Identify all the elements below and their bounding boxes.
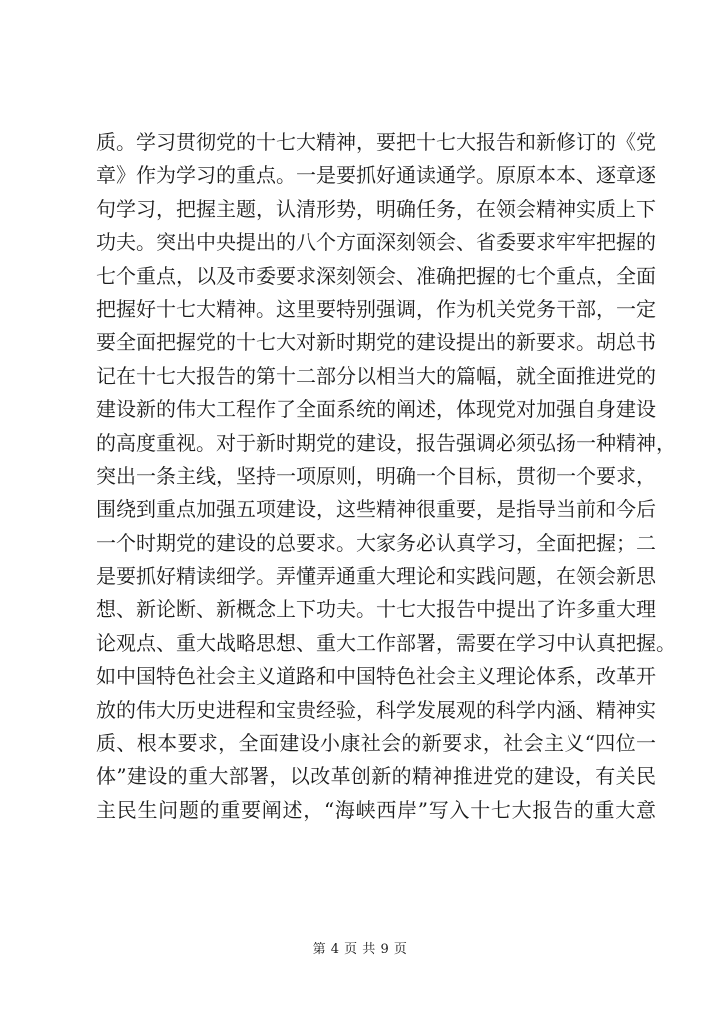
text-line: 一个时期党的建设的总要求。大家务必认真学习，全面把握；二 [96, 530, 656, 555]
text-line: 想、新论断、新概念上下功夫。十七大报告中提出了许多重大理 [96, 597, 656, 622]
text-line: 把握好十七大精神。这里要特别强调，作为机关党务干部，一定 [96, 296, 656, 321]
text-line: 建设新的伟大工程作了全面系统的阐述，体现党对加强自身建设 [96, 397, 656, 422]
text-line: 如中国特色社会主义道路和中国特色社会主义理论体系，改革开 [96, 664, 656, 689]
text-line: 论观点、重大战略思想、重大工作部署，需要在学习中认真把握。 [96, 630, 676, 655]
text-line: 主民生问题的重要阐述，“海峡西岸”写入十七大报告的重大意 [96, 797, 656, 822]
text-line: 是要抓好精读细学。弄懂弄通重大理论和实践问题，在领会新思 [96, 564, 656, 589]
text-line: 突出一条主线，坚持一项原则，明确一个目标，贯彻一个要求， [96, 463, 656, 488]
text-line: 体”建设的重大部署，以改革创新的精神推进党的建设，有关民 [96, 764, 656, 789]
text-line: 的高度重视。对于新时期党的建设，报告强调必须弘扬一种精神， [96, 430, 676, 455]
text-line: 章》作为学习的重点。一是要抓好通读通学。原原本本、逐章逐 [96, 163, 656, 188]
text-line: 句学习，把握主题，认清形势，明确任务，在领会精神实质上下 [96, 196, 656, 221]
text-line: 七个重点，以及市委要求深刻领会、准确把握的七个重点，全面 [96, 263, 656, 288]
text-line: 放的伟大历史进程和宝贵经验，科学发展观的科学内涵、精神实 [96, 697, 656, 722]
body-text [96, 126, 676, 827]
text-line: 质、根本要求，全面建设小康社会的新要求，社会主义“四位一 [96, 731, 656, 756]
page-number-footer: 第 4 页 共 9 页 [312, 942, 408, 957]
text-line: 围绕到重点加强五项建设，这些精神很重要，是指导当前和今后 [96, 497, 656, 522]
text-line: 要全面把握党的十七大对新时期党的建设提出的新要求。胡总书 [96, 330, 656, 355]
text-line: 质。学习贯彻党的十七大精神，要把十七大报告和新修订的《党 [96, 130, 656, 154]
text-line: 记在十七大报告的第十二部分以相当大的篇幅，就全面推进党的 [96, 363, 656, 388]
text-line: 功夫。突出中央提出的八个方面深刻领会、省委要求牢牢把握的 [96, 230, 656, 255]
